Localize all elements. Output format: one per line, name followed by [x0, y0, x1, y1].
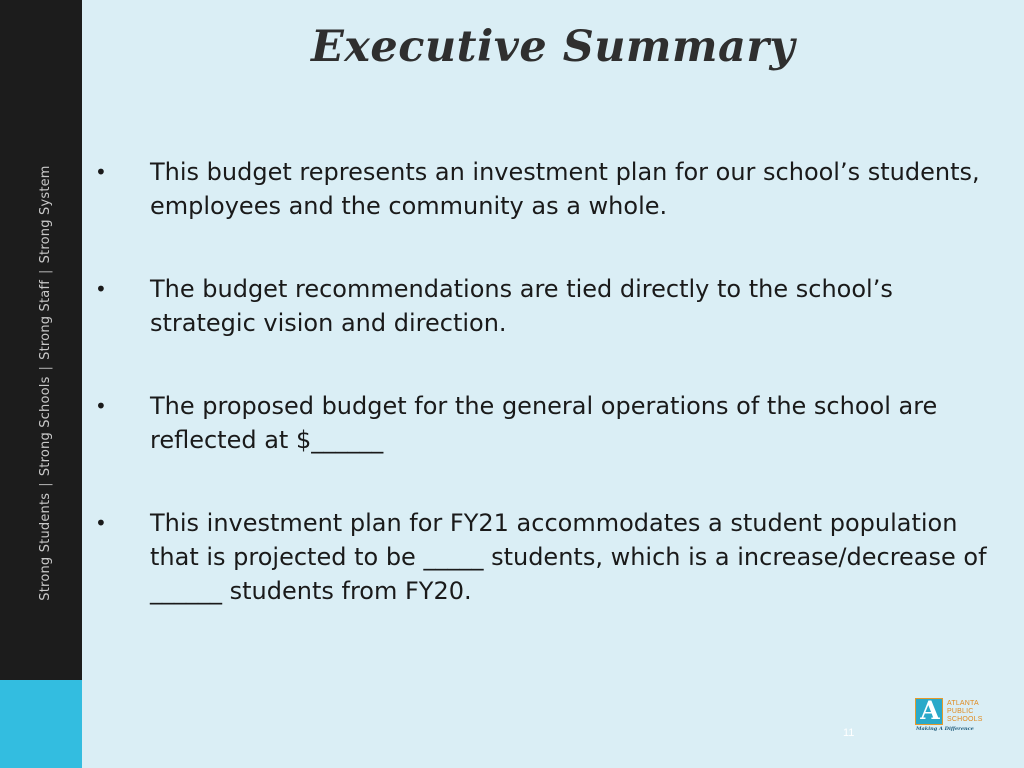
sidebar-accent-block [0, 680, 82, 768]
logo-mark-icon [915, 698, 943, 725]
bullet-item [95, 389, 995, 457]
bullet-text: This budget represents an investment plan for our school’s students, employees and the community as a whole. [150, 158, 980, 220]
logo-word: ATLANTA [947, 700, 979, 707]
tagline-item: Strong Students [38, 492, 53, 601]
page-number: 11 [843, 727, 855, 739]
tagline-separator: | [38, 269, 53, 274]
bullet-list [95, 155, 995, 657]
bullet-item [95, 272, 995, 340]
logo-word: PUBLIC [947, 708, 974, 715]
bullet-text: The budget recommendations are tied directly to the school’s strategic vision and direction. [150, 275, 893, 337]
logo-letter: A [920, 696, 940, 725]
tagline-separator: | [38, 365, 53, 371]
bullet-marker: • [95, 511, 107, 535]
logo-word: SCHOOLS [947, 716, 983, 723]
bullet-item [95, 506, 995, 608]
tagline-item: Strong System [38, 165, 53, 264]
bullet-item [95, 155, 995, 223]
slide-title: Executive Summary [310, 22, 796, 72]
sidebar-tagline [38, 123, 58, 643]
bullet-text: The proposed budget for the general operations of the school are reflected at $______ [150, 392, 938, 454]
logo-tagline: Making A Difference [916, 726, 974, 732]
tagline-separator: | [38, 482, 53, 487]
tagline-item: Strong Staff [38, 279, 53, 360]
bullet-marker: • [95, 394, 107, 418]
tagline-item: Strong Schools [38, 376, 53, 477]
bullet-marker: • [95, 277, 107, 301]
bullet-text: This investment plan for FY21 accommodates a student population that is projected to be _____ students, which is a increase/decrease of ______ students from FY20. [150, 509, 987, 605]
atlanta-public-schools-logo [915, 698, 987, 734]
bullet-marker: • [95, 160, 107, 184]
